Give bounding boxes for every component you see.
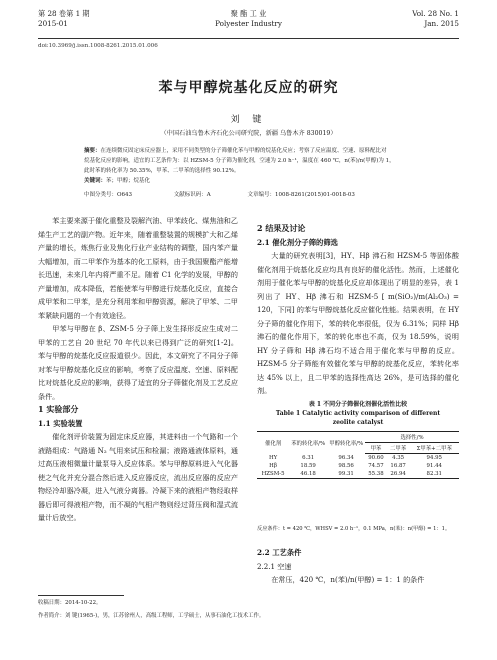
section-1-1-text: 催化剂评价装置为固定床反应器，其进料由一个气路和一个液路组成：气路通 N₂ 气用来试压和检漏；液路通液体原料，通过高压液相微量计量泵导入反应体系。苯与甲醇原料进入气化器使之气化并充分混合然后进入反应器反应，流出反应器的反应产物经冷却器冷凝，进入气液分离器。冷凝下来的液相产物经取样器后即可得液相产物，而不凝的气相产物则经过背压阀和湿式流量计后放空。 [38, 432, 238, 522]
doi: doi:10.3969/j.issn.1008-8261.2015.01.006 [38, 43, 158, 49]
author-bio: 作者简介：刘 键(1965-)，男，江苏徐州人，高级工程师，工学硕士，从事石油化工技术工作。 [38, 613, 265, 619]
abstract-line: 此时苯的转化率为 50.35%，甲苯、二甲苯的选择性 90.12%。 [84, 168, 240, 174]
right-column [257, 222, 459, 398]
section-2-2-heading: 2.2 工艺条件 [257, 548, 302, 557]
table-row [257, 470, 459, 479]
abstract-line: 摘要：在连续微反固定床反应器上，采用不同类型的分子筛催化苯与甲醇的烷基化反应；考察了反应温度、空速、原料配比对 [84, 148, 387, 154]
author-affiliation: （中国石油乌鲁木齐石化公司研究院，新疆 乌鲁木齐 830019） [160, 130, 337, 137]
table-cell: 82.31 [409, 470, 459, 479]
issue-date: 2015-01 [38, 19, 68, 28]
table-cell: 99.31 [327, 470, 365, 479]
header-rule [38, 38, 459, 39]
table-cell: 90.60 [368, 455, 384, 461]
journal-name-en: Polyester Industry [215, 19, 282, 28]
col-header-methanol: 甲醇转化率/% [327, 432, 365, 454]
table-cell: 55.38 [365, 470, 387, 479]
col-header-xylene: 二甲苯 [387, 443, 410, 454]
table-cell: 94.95 [426, 455, 442, 461]
table-cell: Hβ [269, 463, 277, 469]
col-header-selectivity: 选择性/% [365, 432, 459, 443]
abstract [84, 146, 414, 186]
document-code: 文献标识码：A [173, 192, 211, 198]
abstract-label: 摘要： [84, 148, 101, 154]
section-2-2-1-text: 在常压，420 ℃，n(苯)/n(甲醇) = 1：1 的条件 [271, 575, 425, 584]
table-cell: 18.59 [300, 463, 316, 469]
table-cell: 16.87 [390, 463, 406, 469]
table-cell: 91.44 [426, 463, 442, 469]
table-cell: 98.56 [338, 463, 354, 469]
table-note: 反应条件：t = 420 ℃，WHSV = 2.0 h⁻¹，0.1 MPa，n(苯)：n(甲醇) = 1：1。 [257, 526, 451, 532]
section-2-1-text: 大量的研究表明[3]，HY、Hβ 沸石和 HZSM-5 等固体酸催化剂用于烷基化反应均具有良好的催化活性。然而，上述催化剂用于催化苯与甲醇的烷基化反应却体现出了明显的差异，表 1 列出了 HY、Hβ 沸石和 HZSM-5 [ m(SiO₂)/m(Al₂O₃) = 120，下同] 的苯与甲醇烷基化反应催化性能。结果表明，在 HY 分子筛的催化作用下，苯的转化率很低，仅为 6.31%；同样 Hβ 沸石的催化作用下，苯的转化率也不高，仅为 18.59%，说明 HY 分子筛和 Hβ 沸石均不适合用于催化苯与甲醇的反应。HZSM-5 分子筛能有效催化苯与甲醇的烷基化反应，苯转化率达 45% 以上，且二甲苯的选择性高达 26%，是可选择的催化剂。 [257, 251, 459, 395]
table-caption-en-cont: zeolite catalyst [332, 419, 384, 426]
table-cell: 4.35 [392, 455, 405, 461]
article-author: 刘 键 [230, 115, 267, 125]
table-cell: 46.18 [289, 470, 327, 479]
abstract-line: 烷基化反应的影响，适宜的工艺条件为：以 HZSM-5 分子筛为催化剂，空速为 2.0 h⁻¹，温度在 460 ℃，n(苯)/n(甲醇)为 1， [84, 158, 395, 164]
col-header-catalyst: 催化剂 [257, 432, 289, 454]
table-cell: HY [268, 454, 278, 461]
catalyst-comparison-table [257, 431, 459, 479]
col-header-toluene: 甲苯 [365, 443, 387, 454]
section-2-2-1-heading: 2.2.1 空速 [257, 561, 292, 571]
section-2-1-heading: 2.1 催化剂分子筛的筛选 [257, 237, 338, 247]
volume-en: Vol. 28 No. 1 [412, 9, 459, 18]
intro-paragraph: 苯主要来源于催化重整及裂解汽油、甲苯歧化、煤焦油和乙烯生产工艺的副产物。近年来，随着重整装置的规模扩大和乙烯产量的增长，炼焦行业及焦化行业产业结构的调整，国内苯产量大幅增加，而二甲苯作为基本的化工原料，由于我国聚酯产能增长迅速，未来几年内将严重不足。随着 C1 化学的发展，甲醇的产量增加，成本降低，若能使苯与甲醇进行烷基化反应，直接合成甲苯和二甲苯，是充分利用苯和甲醇资源，解决了甲苯、二甲苯紧缺问题的一个有效途径。 [38, 216, 238, 320]
article-number: 文章编号：1008-8261(2015)01-0018-03 [247, 192, 355, 198]
article-title: 苯与甲醇烷基化反应的研究 [158, 80, 339, 96]
volume-issue: 第 28 卷第 1 期 [38, 9, 90, 18]
table-caption-cn: 表 1 不同分子筛催化剂催化活性比较 [308, 401, 408, 408]
table-cell: 96.34 [338, 454, 354, 461]
keywords-label: 关键词： [84, 178, 107, 184]
classification-line [84, 190, 414, 200]
intro-paragraph: 甲苯与甲醇在 β、ZSM-5 分子筛上发生择形反应生成对二甲苯的工艺自 20 世纪 70 年代以来已得到广泛的研究[1-2]。苯与甲醇的烷基化反应报道很少。因此，本文研究了不同分子筛对苯与甲醇烷基化反应的影响，考察了反应温度、空速、原料配比对烷基化反应的影响，获得了适宜的分子筛催化剂及工艺反应条件。 [38, 324, 238, 401]
section-2-heading: 2 结果及讨论 [257, 223, 306, 233]
date-en: Jan. 2015 [424, 19, 459, 28]
table-caption [257, 400, 459, 427]
table-row [257, 454, 459, 463]
right-column-cont [257, 546, 459, 587]
running-header [38, 9, 459, 39]
table-cell: 6.31 [302, 454, 315, 461]
table-cell: 74.57 [368, 463, 384, 469]
footnote-rule [38, 595, 124, 596]
col-header-sum: Σ甲苯+二甲苯 [409, 443, 459, 454]
left-column [38, 214, 238, 525]
table-cell: 26.94 [387, 470, 410, 479]
table-row [257, 462, 459, 470]
received-date: 收稿日期：2014-10-22。 [38, 600, 102, 606]
keywords: 关键词：苯；甲醇；烷基化 [84, 178, 151, 184]
section-1-1-heading: 1.1 实验装置 [38, 418, 83, 428]
header-right [412, 9, 459, 29]
header-center [38, 9, 459, 29]
table-caption-en: Table 1 Catalytic activity comparison of different [275, 410, 441, 417]
section-1-heading: 1 实验部分 [38, 404, 79, 414]
clc-number: 中图分类号：O643 [84, 192, 133, 198]
col-header-benzene: 苯的转化率/% [289, 432, 327, 454]
journal-name-cn: 聚 酯 工 业 [230, 9, 267, 18]
table-cell: HZSM-5 [257, 470, 289, 479]
